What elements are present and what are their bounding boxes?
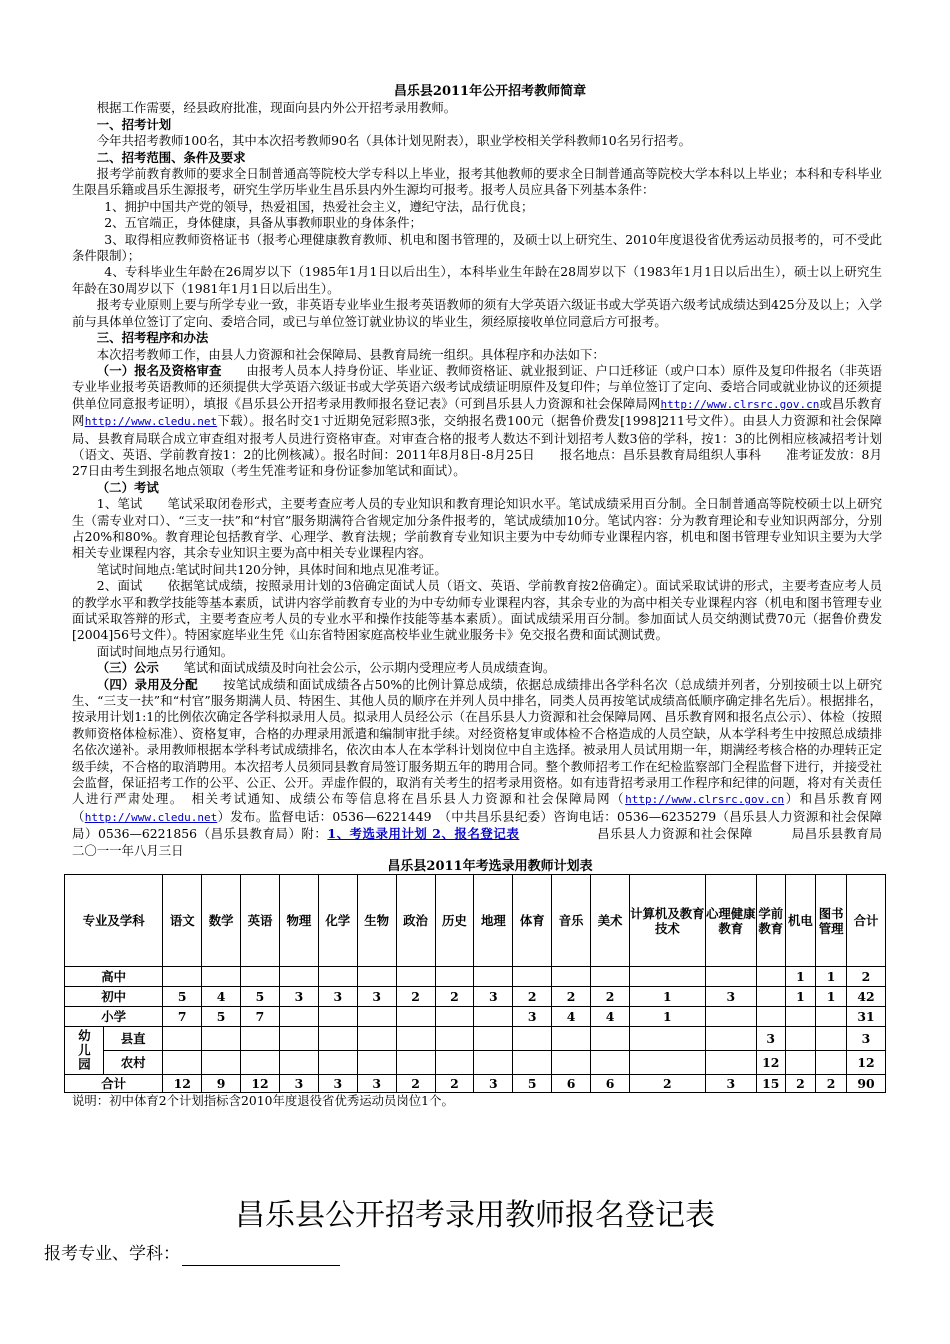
table-cell <box>552 1027 591 1051</box>
table-cell: 2 <box>396 1075 435 1093</box>
row-label: 初中 <box>65 987 163 1007</box>
condition-item-2: 2、五官端正，身体健康，具备从事教师职业的身体条件； <box>104 215 422 231</box>
header-cell: 体育 <box>513 875 552 967</box>
procedure-1-text-a: 由报考人员本人持身份证、毕业证、教师资格证、就业报到证、户口迁移证（或户口本）原件及复印件报名（非英语专业毕业报考英语教师的还须提供大学英语六级证书或大学英语六级考试成绩证明原件及复印件；与单位签订了定向、委培合同或就业协议的还须提供单位同意报考证明），填报《昌乐县公开招考录用教师报名登记表》（可到昌乐县人力资源和社会保障局网 <box>72 362 883 411</box>
intro-paragraph: 根据工作需要，经县政府批准，现面向县内外公开招考录用教师。 <box>96 100 457 116</box>
table-cell <box>756 987 785 1007</box>
table-cell <box>396 1027 435 1051</box>
header-cell: 图书管理 <box>816 875 847 967</box>
registration-form-title: 昌乐县公开招考录用教师报名登记表 <box>235 1198 715 1233</box>
section-2-heading: 二、招考范围、条件及要求 <box>96 149 246 165</box>
table-cell <box>474 967 513 987</box>
table-cell <box>756 1007 785 1027</box>
table-cell: 5 <box>513 1075 552 1093</box>
table-cell <box>785 1051 816 1075</box>
table-cell <box>357 1051 396 1075</box>
table-cell: 3 <box>357 1075 396 1093</box>
table-cell <box>816 1007 847 1027</box>
procedure-3-text: 笔试和面试成绩及时向社会公示，公示期内受理应考人员成绩查询。 <box>183 660 556 676</box>
table-cell <box>279 1051 318 1075</box>
table-cell <box>785 1007 816 1027</box>
document-title: 昌乐县2011年公开招考教师简章 <box>393 84 587 99</box>
table-cell: 2 <box>816 1075 847 1093</box>
table-cell <box>163 1027 202 1051</box>
table-cell <box>279 967 318 987</box>
table-cell <box>816 1027 847 1051</box>
table-cell: 5 <box>241 987 280 1007</box>
table-cell <box>513 1027 552 1051</box>
table-cell <box>202 967 241 987</box>
table-cell: 3 <box>705 1075 756 1093</box>
header-cell: 化学 <box>318 875 357 967</box>
table-cell: 42 <box>846 987 885 1007</box>
condition-item-4: 4、专科毕业生年龄在26周岁以下（1985年1月1日以后出生），本科毕业生年龄在28周岁以下（1983年1月1日以后出生），硕士以上研究生年龄在30周岁以下（1981年1月1日以后出生）。 <box>72 264 882 296</box>
table-cell: 3 <box>474 1075 513 1093</box>
table-cell <box>705 1051 756 1075</box>
table-cell: 9 <box>202 1075 241 1093</box>
header-cell: 专业及学科 <box>65 875 163 967</box>
table-cell <box>435 1027 474 1051</box>
table-cell <box>318 1027 357 1051</box>
table-cell: 12 <box>846 1051 885 1075</box>
table-cell: 4 <box>552 1007 591 1027</box>
table-cell <box>785 1027 816 1051</box>
row-label: 高中 <box>65 967 163 987</box>
table-cell <box>396 1051 435 1075</box>
table-cell: 2 <box>513 987 552 1007</box>
table-cell <box>163 1051 202 1075</box>
header-cell: 地理 <box>474 875 513 967</box>
table-cell: 3 <box>705 987 756 1007</box>
table-cell: 5 <box>202 1007 241 1027</box>
section-3-heading: 三、招考程序和办法 <box>96 330 209 346</box>
header-cell: 机电 <box>785 875 816 967</box>
plan-table-title: 昌乐县2011年考选录用教师计划表 <box>387 859 593 875</box>
table-cell: 1 <box>816 987 847 1007</box>
cledu-link-2[interactable]: http://www.cledu.net <box>84 810 218 824</box>
registration-field-label: 报考专业、学科： <box>44 1244 180 1264</box>
registration-field <box>44 1242 340 1266</box>
table-cell <box>629 1027 705 1051</box>
table-cell: 7 <box>163 1007 202 1027</box>
table-cell: 3 <box>279 987 318 1007</box>
table-cell: 5 <box>163 987 202 1007</box>
plan-table-body <box>65 967 886 1093</box>
document-body <box>72 84 944 1109</box>
section-2-text: 报考学前教育教师的要求全日制普通高等院校大学专科以上毕业，报考其他教师的要求全日制普通高等院校大学本科以上毕业；本科和专科毕业生限昌乐籍或昌乐生源报考，研究生学历毕业生昌乐县内外生源均可报考。报考人员应具备下列基本条件： <box>72 166 882 198</box>
procedure-4-and: ）和昌乐教育网（ <box>72 791 882 824</box>
table-cell: 7 <box>241 1007 280 1027</box>
table-cell: 31 <box>846 1007 885 1027</box>
table-cell <box>705 1027 756 1051</box>
clrsrc-link-2[interactable]: http://www.clrsrc.gov.cn <box>625 793 785 807</box>
header-cell: 计算机及教育技术 <box>629 875 705 967</box>
table-cell: 3 <box>846 1027 885 1051</box>
table-cell: 2 <box>591 987 630 1007</box>
table-cell: 1 <box>816 967 847 987</box>
table-cell: 3 <box>756 1027 785 1051</box>
plan-table-header-row <box>65 875 886 967</box>
attachments-link[interactable]: 1、考选录用计划 2、报名登记表 <box>327 826 520 842</box>
row-label: 农村 <box>103 1051 162 1075</box>
table-cell: 3 <box>474 987 513 1007</box>
table-total-row <box>65 1075 886 1093</box>
written-exam-paragraph: 1、笔试 笔试采取闭卷形式，主要考查应考人员的专业知识和教育理论知识水平。笔试成绩采用百分制。全日制普通高等院校硕士以上研究生（需专业对口）、“三支一扶”和“村官”服务期满符合省规定加分条件报考的，笔试成绩加10分。笔试内容：分为教育理论和专业知识两部分，分别占20%和80%。教育理论包括教育学、心理学、教育法规；学前教育专业知识主要为中专幼师专业课程内容，机电和图书管理专业知识主要为大学相关专业课程内容，其余专业知识主要为高中相关专业课程内容。 <box>72 496 882 561</box>
table-cell: 12 <box>163 1075 202 1093</box>
table-cell: 2 <box>846 967 885 987</box>
table-cell: 2 <box>629 1075 705 1093</box>
table-cell: 2 <box>435 1075 474 1093</box>
header-cell: 政治 <box>396 875 435 967</box>
header-cell: 语文 <box>163 875 202 967</box>
section-1-heading: 一、招考计划 <box>96 116 172 132</box>
table-cell: 1 <box>785 987 816 1007</box>
table-cell <box>591 967 630 987</box>
table-cell: 4 <box>202 987 241 1007</box>
table-cell <box>474 1051 513 1075</box>
table-cell <box>705 967 756 987</box>
header-cell: 合计 <box>846 875 885 967</box>
procedure-3-paragraph <box>72 660 882 676</box>
condition-item-1: 1、拥护中国共产党的领导，热爱祖国，热爱社会主义，遵纪守法，品行优良； <box>104 198 534 214</box>
table-cell <box>357 1027 396 1051</box>
header-cell: 心理健康教育 <box>705 875 756 967</box>
interview-time: 面试时间地点另行通知。 <box>96 643 234 659</box>
procedure-1-text-b: 下载）。报名时交1寸近期免冠彩照3张，交纳报名费100元（据鲁价费发[1998]211号文件）。由县人力资源和社会保障局、县教育局联合成立审查组对报考人员进行资格审查。对审查合格的报考人数达不到计划招考人数3倍的学科，按1：3的比例相应核减招考计划（语文、英语、学前教育按1：2的比例核减）。报名时间：2011年8月8日-8月25日 报名地点：昌乐县教育局组织人事科 准考证发放：8月27日由考生到报名地点领取（考生凭准考证和身份证参加笔试和面试）。 <box>72 413 883 479</box>
header-cell: 音乐 <box>552 875 591 967</box>
table-cell <box>241 1051 280 1075</box>
table-row <box>65 1051 886 1075</box>
kindergarten-label: 幼儿园 <box>65 1027 104 1075</box>
table-cell: 3 <box>318 987 357 1007</box>
procedure-4-paragraph <box>72 676 944 859</box>
table-cell: 3 <box>513 1007 552 1027</box>
procedure-4-text-a: 按笔试成绩和面试成绩各占50%的比例计算总成绩，依据总成绩排出各学科名次（总成绩并列者，分别按硕士以上研究生、“三支一扶”和“村官”服务期满人员、特困生、其他人员的顺序在并列人员中排名，同类人员再按笔试成绩高低顺序确定排名先后）。根据排名，按录用计划1:1的比例依次确定各学科拟录用人员。拟录用人员经公示（在昌乐县人力资源和社会保障局网、昌乐教育网和报名点公示）、体检（按照教师资格体检标准）、资格复审，合格的办理录用派遣和编制审批手续。对经资格复审或体检不合格造成的人员空缺，从本学科考生中按照总成绩排名依次递补。录用教师根据本学科考试成绩排名，依次由本人在本学科计划岗位中自主选择。被录用人员试用期一年，期满经考核合格的办理转正定级手续，不合格的取消聘用。本次招考人员须同县教育局签订服务期五年的聘用合同。整个教师招考工作在纪检监察部门全程监督下进行，并接受社会监督，保证招考工作的公平、公正、公开。弄虚作假的，取消有关考生的招考录用资格。如有违背招考录用工作程序和纪律的问题，将对有关责任人进行严肃处理。 相关考试通知、成绩公布等信息将在昌乐县人力资源和社会保障局网（ <box>72 676 883 807</box>
section-3-text: 本次招考教师工作，由县人力资源和社会保障局、县教育局统一组织。具体程序和办法如下： <box>96 346 605 362</box>
section-1-text: 今年共招考教师100名，其中本次招考教师90名（具体计划见附表），职业学校相关学科教师10名另行招考。 <box>96 133 691 149</box>
table-cell: 2 <box>785 1075 816 1093</box>
header-cell: 历史 <box>435 875 474 967</box>
clrsrc-link[interactable]: http://www.clrsrc.gov.cn <box>660 397 820 411</box>
table-cell <box>591 1027 630 1051</box>
row-label: 县直 <box>103 1027 162 1051</box>
header-cell: 生物 <box>357 875 396 967</box>
table-row <box>65 987 886 1007</box>
table-row <box>65 1027 886 1051</box>
plan-table <box>64 874 886 1093</box>
table-cell: 1 <box>629 987 705 1007</box>
table-cell <box>279 1027 318 1051</box>
table-cell <box>241 967 280 987</box>
procedure-1-or: 或昌乐教育网 <box>72 395 882 429</box>
table-cell: 2 <box>396 987 435 1007</box>
signature-line: 昌乐县人力资源和社会保障 局昌乐县教育局 二〇一一年八月三日 <box>72 826 944 858</box>
section-2-text-2: 报考专业原则上要与所学专业一致，非英语专业毕业生报考英语教师的须有大学英语六级证书或大学英语六级考试成绩达到425分及以上；入学前与具体单位签订了定向、委培合同，或已与单位签订就业协议的毕业生，须经原接收单位同意后方可报考。 <box>72 297 882 329</box>
table-cell <box>435 967 474 987</box>
procedure-1-paragraph <box>72 363 882 480</box>
table-cell: 12 <box>241 1075 280 1093</box>
table-cell <box>513 967 552 987</box>
table-cell: 15 <box>756 1075 785 1093</box>
table-cell <box>629 1051 705 1075</box>
cledu-link[interactable]: http://www.cledu.net <box>84 415 218 429</box>
table-cell <box>552 1051 591 1075</box>
table-cell <box>318 1007 357 1027</box>
table-cell <box>591 1051 630 1075</box>
table-row <box>65 1007 886 1027</box>
table-cell <box>318 967 357 987</box>
table-cell <box>396 967 435 987</box>
table-cell: 1 <box>785 967 816 987</box>
table-cell: 3 <box>357 987 396 1007</box>
condition-item-3: 3、取得相应教师资格证书（报考心理健康教育教师、机电和图书管理的，及硕士以上研究生、2010年度退役省优秀运动员报考的，可不受此条件限制）； <box>72 231 882 264</box>
written-exam-time: 笔试时间地点:笔试时间共120分钟，具体时间和地点见准考证。 <box>96 561 447 577</box>
header-cell: 学前教育 <box>756 875 785 967</box>
table-cell: 3 <box>279 1075 318 1093</box>
header-cell: 美术 <box>591 875 630 967</box>
header-cell: 数学 <box>202 875 241 967</box>
table-cell <box>357 967 396 987</box>
table-cell <box>474 1027 513 1051</box>
table-cell <box>552 967 591 987</box>
table-cell <box>435 1051 474 1075</box>
table-cell: 6 <box>552 1075 591 1093</box>
table-cell: 90 <box>846 1075 885 1093</box>
table-cell: 6 <box>591 1075 630 1093</box>
table-row <box>65 967 886 987</box>
table-cell <box>816 1051 847 1075</box>
row-label: 小学 <box>65 1007 163 1027</box>
procedure-4-heading: （四）录用及分配 <box>96 676 198 692</box>
row-label: 合计 <box>65 1075 163 1093</box>
interview-paragraph: 2、面试 依据笔试成绩，按照录用计划的3倍确定面试人员（语文、英语、学前教育按2倍确定）。面试采取试讲的形式，主要考查应考人员的教学水平和教学技能等基本素质，试讲内容学前教育专业的为中专幼师专业课程内容，其余专业的为高中相关专业课程内容（机电和图书管理专业面试采取答辩的形式，主要考查应考人员的专业水平和操作技能等基本素质）。面试成绩采用百分制。参加面试人员交纳测试费70元（据鲁价费发[2004]56号文件）。特困家庭毕业生凭《山东省特困家庭高校毕业生就业服务卡》免交报名费和面试测试费。 <box>72 578 882 643</box>
header-cell: 物理 <box>279 875 318 967</box>
table-cell <box>435 1007 474 1027</box>
table-cell <box>513 1051 552 1075</box>
table-cell <box>629 967 705 987</box>
procedure-1-heading: （一）报名及资格审查 <box>96 362 222 378</box>
table-cell <box>705 1007 756 1027</box>
table-note: 说明：初中体育2个计划指标含2010年度退役省优秀运动员岗位1个。 <box>72 1093 454 1109</box>
table-cell: 2 <box>435 987 474 1007</box>
table-cell <box>279 1007 318 1027</box>
table-cell: 3 <box>318 1075 357 1093</box>
table-cell <box>756 967 785 987</box>
header-cell: 英语 <box>241 875 280 967</box>
table-cell <box>474 1007 513 1027</box>
procedure-4-text-b: ）发布。监督电话：0536—6221449 （中共昌乐县纪委）咨询电话：0536—6235279（昌乐县人力资源和社会保障局）0536—6221856（昌乐县教育局）附： <box>72 808 883 842</box>
table-cell: 12 <box>756 1051 785 1075</box>
table-cell <box>396 1007 435 1027</box>
table-cell: 4 <box>591 1007 630 1027</box>
table-cell <box>202 1051 241 1075</box>
table-cell <box>163 967 202 987</box>
procedure-3-heading: （三）公示 <box>96 660 159 676</box>
table-cell: 1 <box>629 1007 705 1027</box>
table-cell: 2 <box>552 987 591 1007</box>
table-cell <box>357 1007 396 1027</box>
table-cell <box>318 1051 357 1075</box>
table-cell <box>241 1027 280 1051</box>
registration-field-input[interactable] <box>182 1247 340 1266</box>
procedure-2-heading: （二）考试 <box>96 479 159 495</box>
table-cell <box>202 1027 241 1051</box>
